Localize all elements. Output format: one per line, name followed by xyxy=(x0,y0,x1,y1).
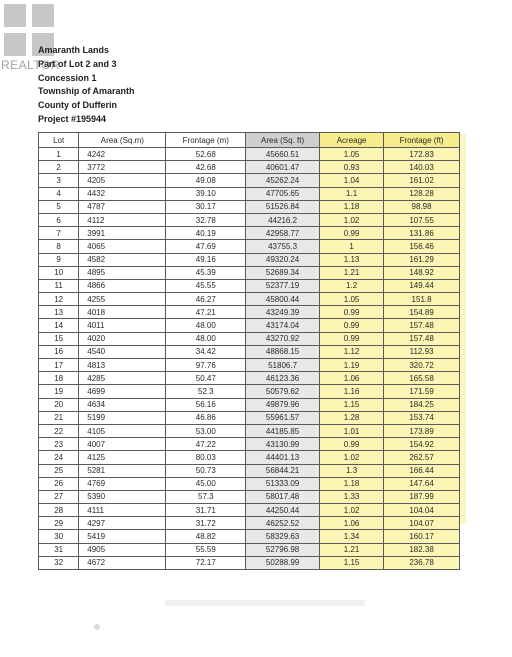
scan-dot xyxy=(94,624,100,630)
cell-area-sqm: 4125 xyxy=(79,451,166,464)
cell-area-sqm: 3772 xyxy=(79,161,166,174)
cell-area-sqft: 45262.24 xyxy=(246,174,320,187)
cell-area-sqm: 4007 xyxy=(79,438,166,451)
cell-area-sqm: 4582 xyxy=(79,253,166,266)
table-row xyxy=(39,293,460,306)
cell-area-sqft: 43249.39 xyxy=(246,306,320,319)
cell-frontage-ft: 153.74 xyxy=(384,411,460,424)
cell-lot: 29 xyxy=(39,517,79,530)
table-row xyxy=(39,253,460,266)
header-line-title: Amaranth Lands xyxy=(38,45,110,55)
cell-frontage-m: 80.03 xyxy=(166,451,246,464)
header-line-project: Project #195944 xyxy=(38,113,107,124)
cell-acreage: 0.99 xyxy=(320,332,384,345)
cell-frontage-m: 72.17 xyxy=(166,556,246,569)
cell-area-sqft: 44216.2 xyxy=(246,213,320,226)
table-row xyxy=(39,359,460,372)
cell-area-sqft: 48868.15 xyxy=(246,345,320,358)
cell-area-sqft: 43270.92 xyxy=(246,332,320,345)
table-row xyxy=(39,556,460,569)
cell-frontage-m: 47.69 xyxy=(166,240,246,253)
cell-lot: 28 xyxy=(39,504,79,517)
table-row xyxy=(39,213,460,226)
table-row xyxy=(39,424,460,437)
cell-frontage-m: 47.21 xyxy=(166,306,246,319)
cell-lot: 17 xyxy=(39,359,79,372)
cell-acreage: 0.99 xyxy=(320,306,384,319)
cell-frontage-m: 49.16 xyxy=(166,253,246,266)
table-row xyxy=(39,543,460,556)
cell-area-sqft: 50579.62 xyxy=(246,385,320,398)
cell-area-sqm: 4297 xyxy=(79,517,166,530)
cell-lot: 5 xyxy=(39,200,79,213)
cell-lot: 26 xyxy=(39,477,79,490)
table-row xyxy=(39,438,460,451)
lot-table xyxy=(38,132,460,570)
scan-smudge xyxy=(165,600,365,606)
cell-acreage: 1.19 xyxy=(320,359,384,372)
table-row xyxy=(39,266,460,279)
cell-frontage-ft: 173.89 xyxy=(384,424,460,437)
cell-frontage-ft: 156.46 xyxy=(384,240,460,253)
cell-acreage: 1.02 xyxy=(320,451,384,464)
cell-frontage-m: 34.42 xyxy=(166,345,246,358)
cell-area-sqm: 4432 xyxy=(79,187,166,200)
cell-acreage: 1.06 xyxy=(320,372,384,385)
column-header-lot: Lot xyxy=(39,133,79,148)
cell-frontage-m: 31.72 xyxy=(166,517,246,530)
table-row xyxy=(39,477,460,490)
cell-frontage-m: 45.39 xyxy=(166,266,246,279)
cell-acreage: 1.2 xyxy=(320,279,384,292)
cell-acreage: 1.16 xyxy=(320,385,384,398)
cell-frontage-ft: 147.64 xyxy=(384,477,460,490)
cell-acreage: 1 xyxy=(320,240,384,253)
cell-area-sqft: 49320.24 xyxy=(246,253,320,266)
cell-acreage: 1.15 xyxy=(320,398,384,411)
cell-lot: 13 xyxy=(39,306,79,319)
cell-acreage: 0.99 xyxy=(320,438,384,451)
cell-acreage: 1.1 xyxy=(320,187,384,200)
cell-area-sqft: 46123.36 xyxy=(246,372,320,385)
cell-frontage-ft: 128.28 xyxy=(384,187,460,200)
cell-lot: 25 xyxy=(39,464,79,477)
cell-area-sqm: 5281 xyxy=(79,464,166,477)
cell-frontage-ft: 112.93 xyxy=(384,345,460,358)
cell-acreage: 1.13 xyxy=(320,253,384,266)
cell-area-sqft: 51333.09 xyxy=(246,477,320,490)
cell-lot: 9 xyxy=(39,253,79,266)
cell-area-sqm: 4011 xyxy=(79,319,166,332)
column-header-frontage-m: Frontage (m) xyxy=(166,133,246,148)
cell-area-sqm: 4769 xyxy=(79,477,166,490)
cell-frontage-m: 45.55 xyxy=(166,279,246,292)
cell-lot: 21 xyxy=(39,411,79,424)
cell-frontage-ft: 320.72 xyxy=(384,359,460,372)
cell-area-sqft: 43174.04 xyxy=(246,319,320,332)
cell-area-sqm: 4255 xyxy=(79,293,166,306)
cell-area-sqft: 45660.51 xyxy=(246,148,320,161)
cell-area-sqm: 4905 xyxy=(79,543,166,556)
cell-area-sqft: 55961.57 xyxy=(246,411,320,424)
cell-lot: 6 xyxy=(39,213,79,226)
cell-area-sqft: 56844.21 xyxy=(246,464,320,477)
cell-acreage: 1.12 xyxy=(320,345,384,358)
cell-frontage-m: 46.86 xyxy=(166,411,246,424)
cell-frontage-m: 32.78 xyxy=(166,213,246,226)
cell-acreage: 1.05 xyxy=(320,148,384,161)
table-body xyxy=(39,148,460,570)
cell-area-sqft: 45800.44 xyxy=(246,293,320,306)
header-line-county: County of Dufferin xyxy=(38,100,117,111)
cell-area-sqft: 51526.84 xyxy=(246,200,320,213)
cell-area-sqft: 58017.48 xyxy=(246,490,320,503)
cell-frontage-m: 48.00 xyxy=(166,332,246,345)
cell-area-sqm: 4866 xyxy=(79,279,166,292)
cell-area-sqm: 4634 xyxy=(79,398,166,411)
table-row xyxy=(39,319,460,332)
cell-frontage-m: 50.73 xyxy=(166,464,246,477)
cell-frontage-ft: 161.29 xyxy=(384,253,460,266)
cell-lot: 2 xyxy=(39,161,79,174)
table-row xyxy=(39,227,460,240)
cell-frontage-m: 49.08 xyxy=(166,174,246,187)
cell-area-sqft: 46252.52 xyxy=(246,517,320,530)
realtor-watermark-text: REALTOR xyxy=(1,58,61,72)
cell-area-sqft: 51806.7 xyxy=(246,359,320,372)
cell-area-sqft: 44401.13 xyxy=(246,451,320,464)
table-row xyxy=(39,464,460,477)
cell-area-sqm: 5199 xyxy=(79,411,166,424)
cell-area-sqm: 4111 xyxy=(79,504,166,517)
cell-frontage-ft: 262.57 xyxy=(384,451,460,464)
cell-area-sqft: 52796.98 xyxy=(246,543,320,556)
table-row xyxy=(39,148,460,161)
cell-lot: 4 xyxy=(39,187,79,200)
cell-area-sqm: 4787 xyxy=(79,200,166,213)
cell-frontage-m: 31.71 xyxy=(166,504,246,517)
cell-acreage: 1.02 xyxy=(320,213,384,226)
cell-area-sqm: 4813 xyxy=(79,359,166,372)
cell-lot: 27 xyxy=(39,490,79,503)
header-line-township: Township of Amaranth xyxy=(38,86,135,97)
cell-frontage-ft: 187.99 xyxy=(384,490,460,503)
table-row xyxy=(39,490,460,503)
cell-area-sqft: 58329.63 xyxy=(246,530,320,543)
table-row xyxy=(39,398,460,411)
cell-lot: 16 xyxy=(39,345,79,358)
cell-frontage-ft: 140.03 xyxy=(384,161,460,174)
table-row xyxy=(39,306,460,319)
cell-area-sqft: 52377.19 xyxy=(246,279,320,292)
cell-area-sqft: 43755.3 xyxy=(246,240,320,253)
cell-area-sqft: 47705.65 xyxy=(246,187,320,200)
cell-frontage-ft: 151.8 xyxy=(384,293,460,306)
cell-acreage: 1.28 xyxy=(320,411,384,424)
cell-area-sqm: 5419 xyxy=(79,530,166,543)
table-row xyxy=(39,240,460,253)
table-row xyxy=(39,372,460,385)
cell-acreage: 1.06 xyxy=(320,517,384,530)
cell-area-sqm: 4285 xyxy=(79,372,166,385)
cell-frontage-ft: 165.58 xyxy=(384,372,460,385)
cell-frontage-m: 52.68 xyxy=(166,148,246,161)
cell-area-sqm: 4895 xyxy=(79,266,166,279)
cell-area-sqm: 4105 xyxy=(79,424,166,437)
cell-acreage: 1.04 xyxy=(320,174,384,187)
table-row xyxy=(39,200,460,213)
cell-area-sqft: 43130.99 xyxy=(246,438,320,451)
cell-frontage-ft: 236.78 xyxy=(384,556,460,569)
cell-lot: 24 xyxy=(39,451,79,464)
cell-frontage-ft: 172.83 xyxy=(384,148,460,161)
table-row xyxy=(39,279,460,292)
highlighter-strip xyxy=(460,134,466,524)
cell-lot: 22 xyxy=(39,424,79,437)
cell-acreage: 0.99 xyxy=(320,227,384,240)
header-line-lots: Part of Lot 2 and 3 xyxy=(38,58,117,69)
cell-acreage: 1.05 xyxy=(320,293,384,306)
cell-lot: 30 xyxy=(39,530,79,543)
cell-acreage: 1.18 xyxy=(320,477,384,490)
cell-acreage: 1.21 xyxy=(320,543,384,556)
cell-frontage-ft: 104.04 xyxy=(384,504,460,517)
table-header-row xyxy=(39,133,460,148)
cell-frontage-ft: 154.89 xyxy=(384,306,460,319)
cell-frontage-m: 97.76 xyxy=(166,359,246,372)
cell-frontage-m: 48.00 xyxy=(166,319,246,332)
cell-acreage: 1.02 xyxy=(320,504,384,517)
cell-frontage-m: 30.17 xyxy=(166,200,246,213)
cell-acreage: 0.93 xyxy=(320,161,384,174)
cell-lot: 19 xyxy=(39,385,79,398)
cell-lot: 32 xyxy=(39,556,79,569)
cell-lot: 3 xyxy=(39,174,79,187)
cell-frontage-m: 57.3 xyxy=(166,490,246,503)
header-line-concession: Concession 1 xyxy=(38,72,97,83)
cell-acreage: 1.3 xyxy=(320,464,384,477)
cell-area-sqft: 42958.77 xyxy=(246,227,320,240)
cell-acreage: 1.18 xyxy=(320,200,384,213)
cell-frontage-m: 55.59 xyxy=(166,543,246,556)
cell-area-sqm: 4699 xyxy=(79,385,166,398)
cell-acreage: 1.33 xyxy=(320,490,384,503)
cell-area-sqft: 50288.99 xyxy=(246,556,320,569)
table-row xyxy=(39,451,460,464)
cell-frontage-m: 56.16 xyxy=(166,398,246,411)
cell-frontage-ft: 149.44 xyxy=(384,279,460,292)
column-header-acreage: Acreage xyxy=(320,133,384,148)
cell-area-sqm: 4672 xyxy=(79,556,166,569)
cell-frontage-ft: 107.55 xyxy=(384,213,460,226)
table-row xyxy=(39,411,460,424)
cell-area-sqft: 49879.96 xyxy=(246,398,320,411)
document-header xyxy=(38,44,135,127)
table-row xyxy=(39,187,460,200)
cell-lot: 11 xyxy=(39,279,79,292)
cell-frontage-m: 50.47 xyxy=(166,372,246,385)
cell-frontage-m: 40.19 xyxy=(166,227,246,240)
cell-frontage-m: 53.00 xyxy=(166,424,246,437)
table-row xyxy=(39,385,460,398)
cell-frontage-ft: 157.48 xyxy=(384,332,460,345)
cell-lot: 23 xyxy=(39,438,79,451)
column-header-frontage-ft: Frontage (ft) xyxy=(384,133,460,148)
column-header-area-sqft: Area (Sq. ft) xyxy=(246,133,320,148)
cell-frontage-ft: 161.02 xyxy=(384,174,460,187)
cell-lot: 7 xyxy=(39,227,79,240)
cell-frontage-ft: 104.07 xyxy=(384,517,460,530)
cell-area-sqm: 4112 xyxy=(79,213,166,226)
cell-frontage-m: 46.27 xyxy=(166,293,246,306)
cell-area-sqm: 4020 xyxy=(79,332,166,345)
cell-area-sqm: 4540 xyxy=(79,345,166,358)
cell-lot: 15 xyxy=(39,332,79,345)
cell-lot: 20 xyxy=(39,398,79,411)
cell-area-sqm: 3991 xyxy=(79,227,166,240)
cell-area-sqm: 5390 xyxy=(79,490,166,503)
cell-area-sqm: 4205 xyxy=(79,174,166,187)
cell-acreage: 1.15 xyxy=(320,556,384,569)
cell-frontage-m: 47.22 xyxy=(166,438,246,451)
column-header-area-sqm: Area (Sq.m) xyxy=(79,133,166,148)
cell-area-sqm: 4018 xyxy=(79,306,166,319)
cell-area-sqft: 44250.44 xyxy=(246,504,320,517)
table-row xyxy=(39,332,460,345)
cell-frontage-ft: 160.17 xyxy=(384,530,460,543)
cell-frontage-m: 39.10 xyxy=(166,187,246,200)
cell-acreage: 1.21 xyxy=(320,266,384,279)
cell-frontage-m: 48.82 xyxy=(166,530,246,543)
cell-frontage-m: 45.00 xyxy=(166,477,246,490)
cell-area-sqft: 52689.34 xyxy=(246,266,320,279)
table-row xyxy=(39,345,460,358)
cell-area-sqft: 40601.47 xyxy=(246,161,320,174)
cell-frontage-ft: 154.92 xyxy=(384,438,460,451)
cell-acreage: 1.34 xyxy=(320,530,384,543)
cell-frontage-ft: 171.59 xyxy=(384,385,460,398)
table-row xyxy=(39,517,460,530)
cell-area-sqm: 4242 xyxy=(79,148,166,161)
cell-frontage-ft: 166.44 xyxy=(384,464,460,477)
cell-area-sqft: 44185.85 xyxy=(246,424,320,437)
cell-lot: 14 xyxy=(39,319,79,332)
cell-lot: 10 xyxy=(39,266,79,279)
cell-lot: 12 xyxy=(39,293,79,306)
cell-frontage-ft: 157.48 xyxy=(384,319,460,332)
table-row xyxy=(39,174,460,187)
table-row xyxy=(39,161,460,174)
cell-frontage-ft: 148.92 xyxy=(384,266,460,279)
cell-lot: 18 xyxy=(39,372,79,385)
cell-area-sqm: 4065 xyxy=(79,240,166,253)
cell-frontage-ft: 98.98 xyxy=(384,200,460,213)
cell-frontage-ft: 182.38 xyxy=(384,543,460,556)
cell-lot: 31 xyxy=(39,543,79,556)
cell-frontage-ft: 184.25 xyxy=(384,398,460,411)
cell-frontage-m: 42.68 xyxy=(166,161,246,174)
table-row xyxy=(39,530,460,543)
cell-lot: 1 xyxy=(39,148,79,161)
cell-acreage: 1.01 xyxy=(320,424,384,437)
cell-lot: 8 xyxy=(39,240,79,253)
cell-acreage: 0.99 xyxy=(320,319,384,332)
cell-frontage-ft: 131.86 xyxy=(384,227,460,240)
table-row xyxy=(39,504,460,517)
cell-frontage-m: 52.3 xyxy=(166,385,246,398)
